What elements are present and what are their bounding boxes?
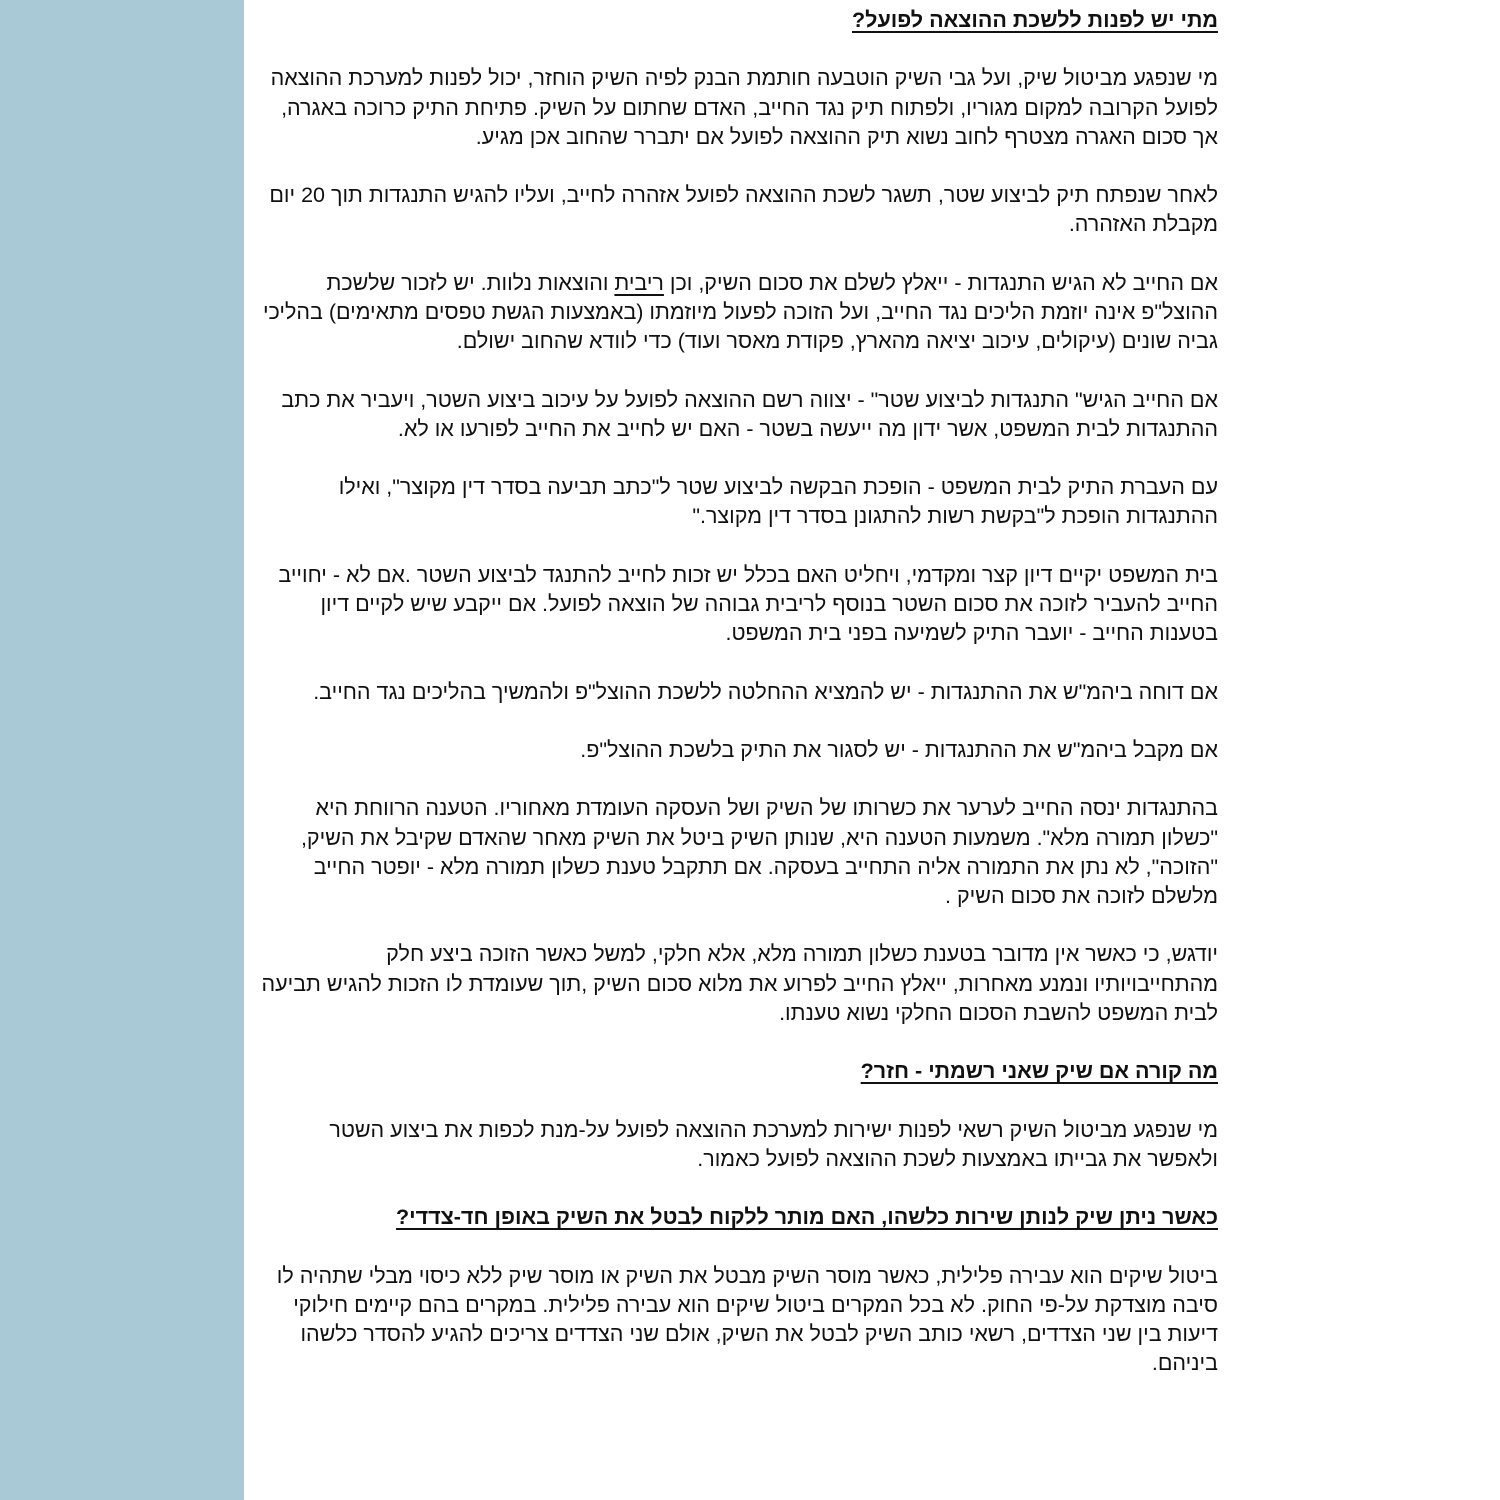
paragraph-court-hearing: בית המשפט יקיים דיון קצר ומקדמי, ויחליט האם בכלל יש זכות לחייב להתנגד לביצוע השטר .אם לא - יחוייב החייב להעביר לזוכה את סכום השטר בנוסף לריבית גבוהה של הוצאה לפועל. אם ייקבע שיש לקיים דיון בטענות החייב - יועבר התיק לשמיעה בפני בית המשפט. [278,562,1218,646]
paragraph-warning: לאחר שנפתח תיק לביצוע שטר, תשגר לשכת ההוצאה לפועל אזהרה לחייב, ועליו להגיש התנגדות תוך 20 יום מקבלת האזהרה. [269,183,1218,237]
paragraph-objection-filed: אם החייב הגיש" התנגדות לביצוע שטר" - יצווה רשם ההוצאה לפועל על עיכוב ביצוע השטר, ויעביר את כתב ההתנגדות לבית המשפט, אשר ידון מה ייעשה בשטר - האם יש לחייב את החייב לפורעו או לא. [281,387,1218,441]
paragraph-no-objection [258,269,1218,357]
interest-link[interactable]: ריבית [614,270,664,295]
paragraph-objection-accepted: אם מקבל ביהמ"ש את ההתנגדות - יש לסגור את התיק בלשכת ההוצל"פ. [580,737,1218,762]
paragraph-failure-of-consideration: בהתנגדות ינסה החייב לערער את כשרותו של השיק ושל העסקה העומדת מאחוריו. הטענה הרווחת היא "כשלון תמורה מלא". משמעות הטענה היא, שנותן השיק ביטל את השיק מאחר שהאדם שקיבל את השיק, "הזוכה", לא נתן את התמורה אליה התחייב בעסקה. אם תתקבל טענת כשלון תמורה מלא - יופטר החייב מלשלם לזוכה את סכום השיק . [300,796,1218,908]
heading-bounced-check: מה קורה אם שיק שאני רשמתי - חזר? [860,1059,1218,1084]
paragraph-partial-failure: יודגש, כי כאשר אין מדובר בטענת כשלון תמורה מלא, אלא חלקי, למשל כאשר הזוכה ביצע חלק מהתחייבויותיו ונמנע מאחרות, ייאלץ החייב לפרוע את מלוא סכום השיק ,תוך שעומדת לו הזכות להגיש תביעה לבית המשפט להשבת הסכום החלקי נשוא טענתו. [261,942,1218,1025]
document-page [244,0,1500,1500]
document-content [258,6,1218,1378]
heading-when-to-apply: מתי יש לפנות ללשכת ההוצאה לפועל? [852,8,1218,32]
paragraph-no-objection-end: והוצאות נלוות. יש לזכור שלשכת ההוצל"פ אינה יוזמת הליכים נגד החייב, ועל הזוכה לפעול מיוזמתו (באמצעות הגשת טפסים מתאימים) בהליכי גביה שונים (עיקולים, עיכוב יציאה מהארץ, פקודת מאסר ועוד) כדי לוודא שהחוב ישולם. [262,270,1218,354]
paragraph-transfer-to-court: עם העברת התיק לבית המשפט - הופכת הבקשה לביצוע שטר ל"כתב תביעה בסדר דין מקוצר", ואילו ההתנגדות הופכת ל"בקשת רשות להתגונן בסדר דין מקוצר." [338,475,1218,529]
heading-unilateral-cancel: כאשר ניתן שיק לנותן שירות כלשהו, האם מותר ללקוח לבטל את השיק באופן חד-צדדי? [396,1205,1218,1230]
paragraph-bounced-check: מי שנפגע מביטול השיק רשאי לפנות ישירות למערכת ההוצאה לפועל על-מנת לכפות את ביצוע השטר ולאפשר את גבייתו באמצעות לשכת ההוצאה לפועל כאמור. [329,1117,1218,1171]
paragraph-objection-rejected: אם דוחה ביהמ"ש את ההתנגדות - יש להמציא ההחלטה ללשכת ההוצל"פ ולהמשיך בהליכים נגד החייב. [313,679,1218,704]
paragraph-opening-file: מי שנפגע מביטול שיק, ועל גבי השיק הוטבעה חותמת הבנק לפיה השיק הוחזר, יכול לפנות למערכת ההוצאה לפועל הקרובה למקום מגוריו, ולפתוח תיק נגד החייב, האדם שחתום על השיק. פתיחת התיק כרוכה באגרה, אך סכום האגרה מצטרף לחוב נשוא תיק ההוצאה לפועל אם יתברר שהחוב אכן מגיע. [270,66,1218,149]
paragraph-no-objection-start: אם החייב לא הגיש התנגדות - ייאלץ לשלם את סכום השיק, וכן [663,270,1218,295]
paragraph-criminal-offense: ביטול שיקים הוא עבירה פלילית, כאשר מוסר השיק מבטל את השיק או מוסר שיק ללא כיסוי מבלי שתהיה לו סיבה מוצדקת על-פי החוק. לא בכל המקרים ביטול שיקים הוא עבירה פלילית. במקרים בהם קיימים חילוקי דיעות בין שני הצדדים, רשאי כותב השיק לבטל את השיק, אולם שני הצדדים צריכים להגיע להסדר כלשהו ביניהם. [276,1263,1218,1376]
